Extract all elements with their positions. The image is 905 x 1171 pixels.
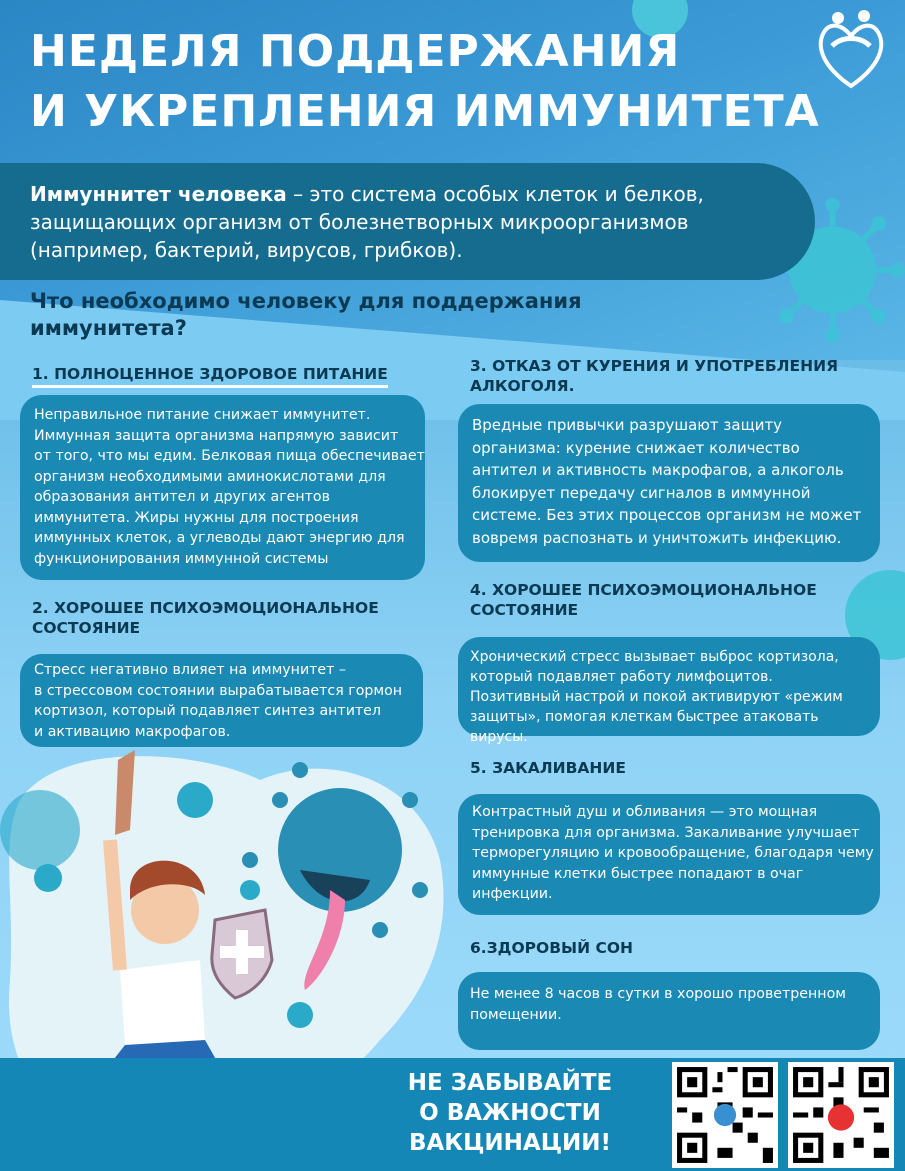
section-title-line: СОСТОЯНИЕ	[470, 601, 579, 619]
question-line: Что необходимо человеку для поддержания	[30, 289, 582, 313]
box-line: который подавляет работу лимфоцитов.	[470, 669, 773, 685]
section-title-line: СОСТОЯНИЕ	[32, 619, 141, 637]
box-line: от того, что мы едим. Белковая пища обеспечивает	[34, 448, 425, 464]
footer-call-to-action	[395, 1068, 625, 1158]
box-line: Контрастный душ и обливания — это мощная	[472, 804, 818, 820]
box-line: Хронический стресс вызывает выброс кортизола,	[470, 649, 839, 665]
intro-text	[30, 180, 800, 264]
section-title-line: 4. ХОРОШЕЕ ПСИХОЭМОЦИОНАЛЬНОЕ	[470, 581, 817, 599]
question-line: иммунитета?	[30, 316, 187, 340]
intro-text-line: (например, бактерий, вирусов, грибков).	[30, 238, 463, 262]
box-line: организма: курение снижает количество	[472, 438, 800, 457]
title-line: И УКРЕПЛЕНИЯ ИММУНИТЕТА	[30, 86, 820, 137]
box-line: кортизол, который подавляет синтез антител	[34, 703, 381, 719]
section-6-box	[458, 972, 880, 1050]
section-question	[30, 288, 670, 342]
section-4-title	[470, 580, 817, 620]
section-2-box	[20, 654, 423, 747]
box-line: Не менее 8 часов в сутки в хорошо проветренном	[470, 986, 846, 1002]
box-line: вовремя распознать и уничтожить инфекцию.	[472, 528, 842, 547]
footer-line: О ВАЖНОСТИ	[419, 1100, 601, 1126]
box-line: Иммунная защита организма напрямую зависит	[34, 427, 399, 444]
section-5-box	[458, 794, 880, 915]
footer-line: ВАКЦИНАЦИИ!	[408, 1130, 612, 1156]
box-line: и активацию макрофагов.	[34, 723, 231, 740]
box-line: помещении.	[470, 1006, 562, 1023]
title-line: НЕДЕЛЯ ПОДДЕРЖАНИЯ	[30, 26, 681, 77]
box-line: иммунных клеток, а углеводы дают энергию для	[34, 530, 405, 546]
intro-text-line: – это система особых клеток и белков,	[286, 182, 704, 206]
box-line: тренировка для организма. Закаливание улучшает	[472, 824, 860, 841]
section-2-title	[32, 598, 379, 638]
page-title	[30, 22, 820, 142]
intro-text-line: защищающих организм от болезнетворных микроорганизмов	[30, 210, 689, 234]
section-4-box	[458, 637, 880, 745]
box-line: иммунные клетки быстрее попадают в очаг	[472, 865, 804, 882]
section-title-line: АЛКОГОЛЯ.	[470, 377, 575, 395]
section-1-box	[20, 395, 425, 580]
box-line: функционирования иммунной системы	[34, 550, 329, 567]
section-6-title: 6.ЗДОРОВЫЙ СОН	[470, 939, 633, 957]
box-line: в стрессовом состоянии вырабатывается гормон	[34, 682, 403, 699]
qr-code-icon[interactable]	[788, 1062, 894, 1168]
box-line: терморегуляцию и кровообращение, благодаря чему	[472, 845, 874, 861]
box-line: организм необходимыми аминокислотами для	[34, 468, 386, 485]
box-line: системе. Без этих процессов организм не может	[472, 506, 862, 524]
section-1-title: 1. ПОЛНОЦЕННОЕ ЗДОРОВОЕ ПИТАНИЕ	[32, 365, 388, 383]
section-title-line: 3. ОТКАЗ ОТ КУРЕНИЯ И УПОТРЕБЛЕНИЯ	[470, 357, 839, 375]
box-line: Позитивный настрой и покой активируют «режим	[470, 689, 843, 705]
intro-term: Иммуннитет человека	[30, 182, 287, 206]
box-line: антител и активность макрофагов, а алкоголь	[472, 461, 844, 479]
box-line: защиты», помогая клеткам быстрее атаковать вирусы.	[470, 709, 819, 745]
section-5-title: 5. ЗАКАЛИВАНИЕ	[470, 759, 626, 777]
box-line: инфекции.	[472, 886, 553, 902]
box-line: Вредные привычки разрушают защиту	[472, 416, 783, 434]
section-3-box	[458, 404, 880, 562]
box-line: иммунитета. Жиры нужны для построения	[34, 509, 359, 526]
logo-icon	[812, 6, 890, 92]
box-line: блокирует передачу сигналов в иммунной	[472, 483, 811, 502]
box-line: Неправильное питание снижает иммунитет.	[34, 407, 371, 423]
qr-code-icon[interactable]	[672, 1062, 778, 1168]
footer-line: НЕ ЗАБЫВАЙТЕ	[407, 1070, 613, 1096]
section-title-line: 2. ХОРОШЕЕ ПСИХОЭМОЦИОНАЛЬНОЕ	[32, 599, 379, 617]
box-line: образования антител и других агентов	[34, 489, 330, 505]
box-line: Стресс негативно влияет на иммунитет –	[34, 662, 347, 678]
section-3-title	[470, 356, 838, 396]
